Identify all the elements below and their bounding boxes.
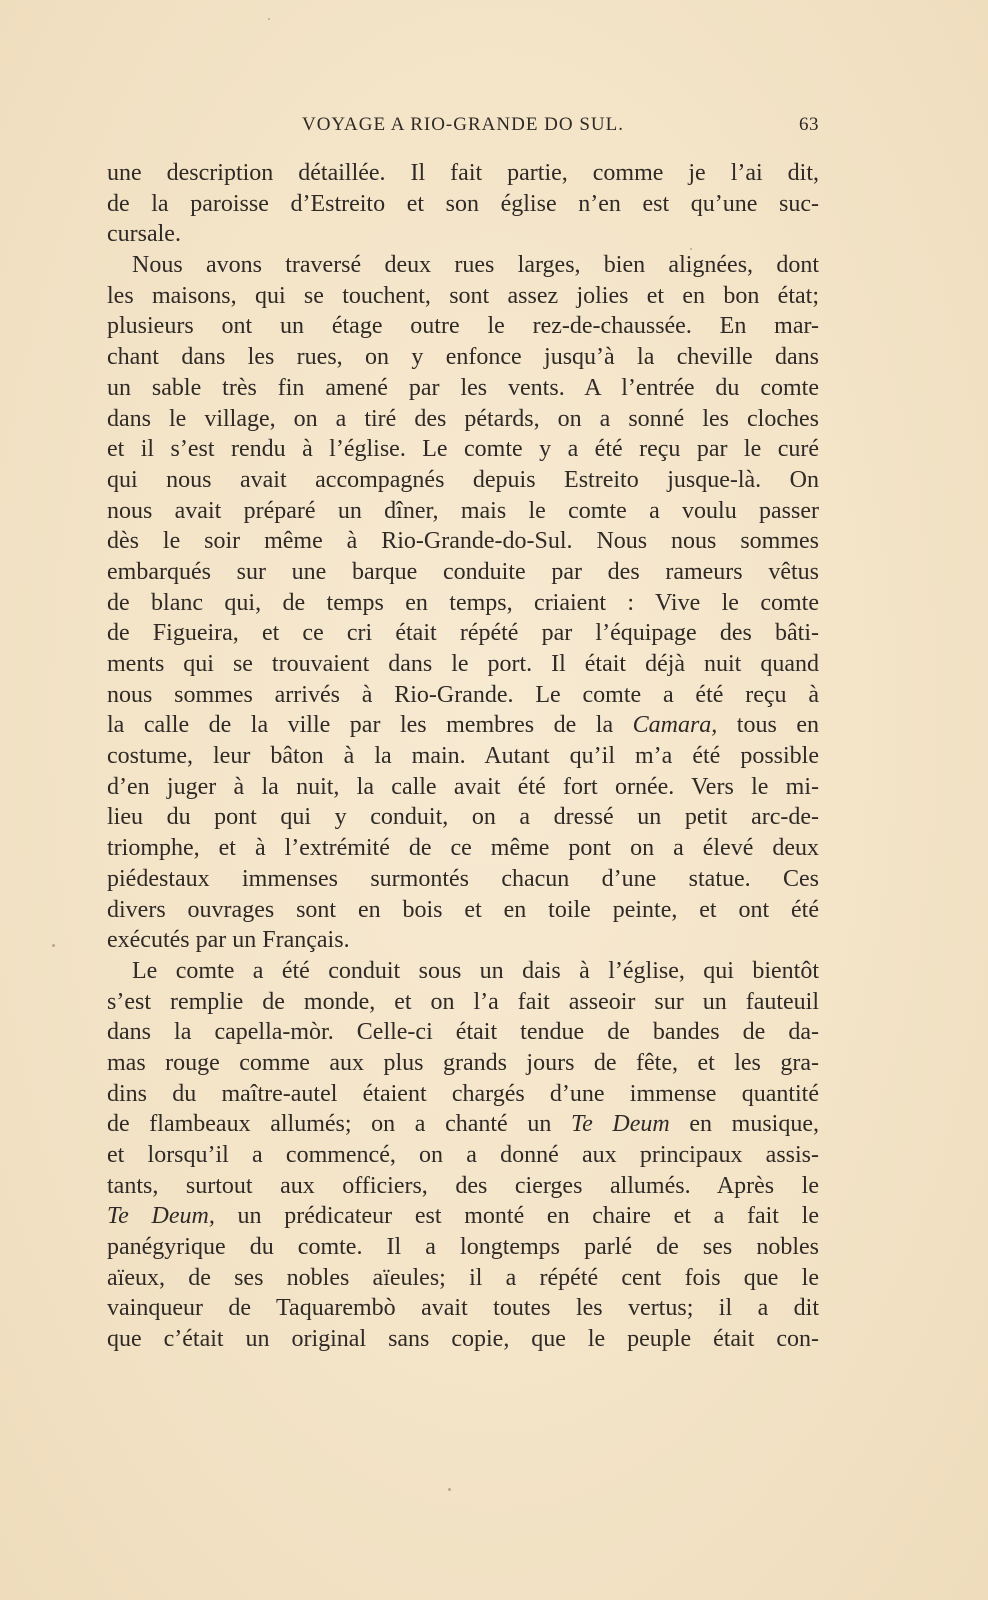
line-text: Le comte a été conduit sous un dais à l’église, qui bientôt (132, 957, 819, 984)
text-line (107, 496, 819, 527)
text-line (107, 833, 819, 864)
text-line (107, 557, 819, 588)
text-line (107, 373, 819, 404)
line-text: triomphe, et à l’extrémité de ce même pont on a élevé deux (107, 835, 819, 862)
line-italic-text: Te Deum, (107, 1203, 215, 1230)
line-text: tants, surtout aux officiers, des cierges allumés. Après le (107, 1172, 819, 1199)
text-line (107, 404, 819, 435)
line-text: mas rouge comme aux plus grands jours de fête, et les gra- (107, 1049, 819, 1076)
text-line (107, 895, 819, 926)
line-italic-text: Camara, (632, 712, 718, 739)
text-line (107, 1293, 819, 1324)
line-text: dins du maître-autel étaient chargés d’une immense quantité (107, 1080, 819, 1107)
text-line (107, 1324, 819, 1355)
line-text: et il s’est rendu à l’église. Le comte y a été reçu par le curé (107, 436, 819, 463)
text-line (107, 1232, 819, 1263)
text-line (107, 434, 819, 465)
text-line (107, 588, 819, 619)
text-line (107, 465, 819, 496)
text-line (107, 526, 819, 557)
page-number: 63 (799, 114, 819, 135)
line-text: ments qui se trouvaient dans le port. Il était déjà nuit quand (107, 651, 819, 677)
running-head (107, 110, 819, 144)
line-text: nous avait préparé un dîner, mais le comte a voulu passer (107, 497, 819, 524)
line-text: un sable très fin amené par les vents. A l’entrée du comte (107, 374, 819, 401)
text-line (107, 741, 819, 772)
paper-speck (690, 248, 692, 250)
text-line (107, 680, 819, 711)
text-line (107, 1017, 819, 1048)
text-line (107, 1263, 819, 1294)
text-line (107, 1201, 819, 1232)
line-text: une description détaillée. Il fait partie, comme je l’ai dit, (107, 160, 819, 186)
line-text: la calle de la ville par les membres de la (107, 712, 633, 739)
paper-speck (268, 18, 270, 20)
book-page (107, 110, 819, 1355)
text-line (107, 710, 819, 741)
line-text: plusieurs ont un étage outre le rez-de-chaussée. En mar- (107, 313, 819, 340)
line-text: cursale. (107, 221, 181, 248)
text-line (107, 311, 819, 342)
text-line (107, 158, 819, 189)
line-text: embarqués sur une barque conduite par des rameurs vêtus (107, 558, 819, 585)
line-text: nous sommes arrivés à Rio-Grande. Le comte a été reçu à (107, 681, 819, 708)
line-text: dès le soir même à Rio-Grande-do-Sul. Nous nous sommes (107, 528, 819, 555)
text-line (107, 1171, 819, 1202)
line-text: s’est remplie de monde, et on l’a fait asseoir sur un fauteuil (107, 988, 819, 1015)
line-text: Nous avons traversé deux rues larges, bien alignées, dont (132, 252, 819, 279)
text-line (107, 219, 819, 250)
line-text: de Figueira, et ce cri était répété par l’équipage des bâti- (107, 620, 819, 647)
text-line (107, 250, 819, 281)
line-text: piédestaux immenses surmontés chacun d’une statue. Ces (107, 865, 819, 892)
line-text: de la paroisse d’Estreito et son église n’en est qu’une suc- (107, 190, 819, 217)
text-line (107, 342, 819, 373)
text-line (107, 772, 819, 803)
paper-speck (448, 1488, 451, 1491)
text-line (107, 649, 819, 680)
line-text: et lorsqu’il a commencé, on a donné aux principaux assis- (107, 1142, 819, 1168)
text-line (107, 987, 819, 1018)
line-text: lieu du pont qui y conduit, on a dressé un petit arc-de- (107, 804, 819, 831)
text-line (107, 1079, 819, 1110)
text-line (107, 925, 819, 956)
line-text: d’en juger à la nuit, la calle avait été fort ornée. Vers le mi- (107, 773, 819, 800)
line-text: de blanc qui, de temps en temps, criaient : Vive le comte (107, 589, 819, 616)
line-text: les maisons, qui se touchent, sont assez jolies et en bon état; (107, 282, 819, 309)
line-text: de flambeaux allumés; on a chanté un (107, 1111, 571, 1138)
text-line (107, 1109, 819, 1140)
line-text: costume, leur bâton à la main. Autant qu’il m’a été possible (107, 743, 819, 770)
paper-speck (52, 944, 55, 947)
line-text: que c’était un original sans copie, que le peuple était con- (107, 1326, 819, 1353)
line-italic-text: Te Deum (570, 1111, 670, 1138)
text-line (107, 1140, 819, 1171)
text-line (107, 1048, 819, 1079)
line-text-after: en musique, (669, 1111, 819, 1138)
text-line (107, 802, 819, 833)
body-text (107, 158, 819, 1355)
line-text: dans la capella-mòr. Celle-ci était tendue de bandes de da- (107, 1019, 819, 1046)
line-text-after: un prédicateur est monté en chaire et a fait le (214, 1203, 819, 1230)
line-text: exécutés par un Français. (107, 927, 350, 954)
text-line (107, 956, 819, 987)
line-text: panégyrique du comte. Il a longtemps parlé de ses nobles (107, 1234, 819, 1261)
text-line (107, 618, 819, 649)
text-line (107, 189, 819, 220)
line-text: divers ouvrages sont en bois et en toile peinte, et ont été (107, 896, 819, 923)
running-title: VOYAGE A RIO-GRANDE DO SUL. (301, 114, 625, 135)
text-line (107, 281, 819, 312)
line-text: chant dans les rues, on y enfonce jusqu’à la cheville dans (107, 344, 819, 371)
line-text: aïeux, de ses nobles aïeules; il a répété cent fois que le (107, 1264, 819, 1291)
line-text: dans le village, on a tiré des pétards, on a sonné les cloches (107, 405, 819, 432)
line-text: qui nous avait accompagnés depuis Estreito jusque-là. On (107, 466, 819, 493)
line-text: vainqueur de Taquarembò avait toutes les vertus; il a dit (107, 1295, 819, 1322)
line-text-after: tous en (717, 712, 819, 739)
text-line (107, 864, 819, 895)
